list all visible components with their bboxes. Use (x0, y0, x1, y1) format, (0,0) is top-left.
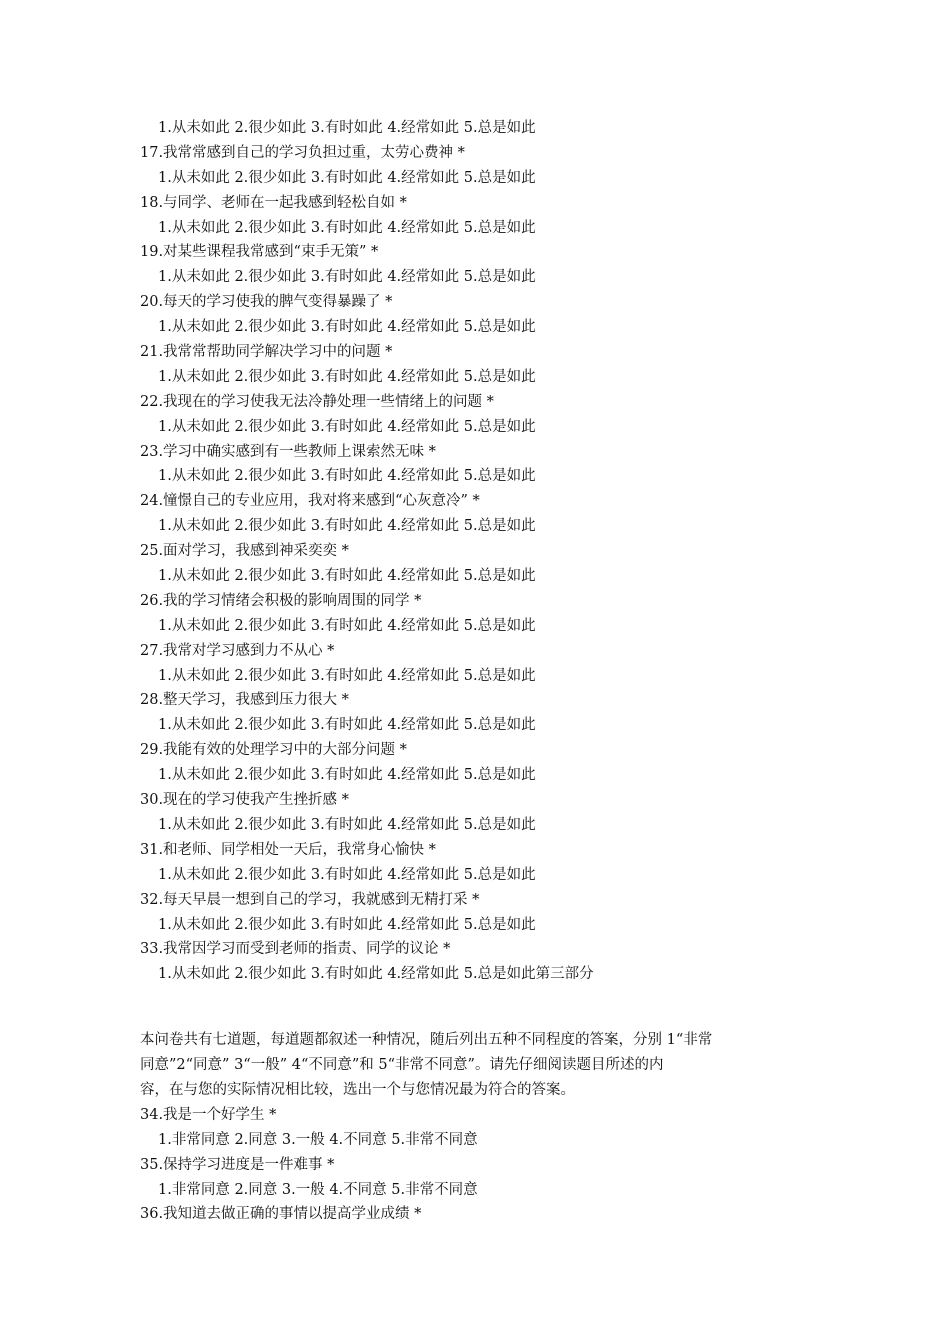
answer-options: 1.从未如此 2.很少如此 3.有时如此 4.经常如此 5.总是如此 (158, 368, 536, 385)
question-35: 35.保持学习进度是一件难事 * (140, 1156, 335, 1173)
answer-options: 1.从未如此 2.很少如此 3.有时如此 4.经常如此 5.总是如此 (158, 717, 536, 734)
question-27: 27.我常对学习感到力不从心 * (140, 642, 335, 659)
answer-options: 1.从未如此 2.很少如此 3.有时如此 4.经常如此 5.总是如此 (158, 916, 536, 933)
answer-options-last: 1.从未如此 2.很少如此 3.有时如此 4.经常如此 5.总是如此第三部分 (158, 966, 594, 983)
question-25: 25.面对学习，我感到神采奕奕 * (140, 543, 349, 560)
answer-options: 1.从未如此 2.很少如此 3.有时如此 4.经常如此 5.总是如此 (158, 468, 536, 485)
answer-options: 1.从未如此 2.很少如此 3.有时如此 4.经常如此 5.总是如此 (158, 767, 536, 784)
question-32: 32.每天早晨一想到自己的学习，我就感到无精打采 * (140, 891, 480, 908)
answer-options: 1.从未如此 2.很少如此 3.有时如此 4.经常如此 5.总是如此 (158, 667, 536, 684)
answer-options: 1.从未如此 2.很少如此 3.有时如此 4.经常如此 5.总是如此 (158, 816, 536, 833)
agree-options: 1.非常同意 2.同意 3.一般 4.不同意 5.非常不同意 (158, 1181, 478, 1198)
part3-instructions (140, 1028, 830, 1103)
question-18: 18.与同学、老师在一起我感到轻松自如 * (140, 194, 407, 211)
question-30: 30.现在的学习使我产生挫折感 * (140, 792, 349, 809)
question-36: 36.我知道去做正确的事情以提高学业成绩 * (140, 1206, 422, 1223)
answer-options: 1.从未如此 2.很少如此 3.有时如此 4.经常如此 5.总是如此 (158, 866, 536, 883)
question-28: 28.整天学习，我感到压力很大 * (140, 692, 349, 709)
answer-options: 1.从未如此 2.很少如此 3.有时如此 4.经常如此 5.总是如此 (158, 319, 536, 336)
answer-options: 1.从未如此 2.很少如此 3.有时如此 4.经常如此 5.总是如此 (158, 219, 536, 236)
answer-options: 1.从未如此 2.很少如此 3.有时如此 4.经常如此 5.总是如此 (158, 617, 536, 634)
question-20: 20.每天的学习使我的脾气变得暴躁了 * (140, 294, 393, 311)
question-29: 29.我能有效的处理学习中的大部分问题 * (140, 742, 407, 759)
instruction-line: 本问卷共有七道题，每道题都叙述一种情况，随后列出五种不同程度的答案，分别 1“非常 (140, 1032, 713, 1049)
answer-options: 1.从未如此 2.很少如此 3.有时如此 4.经常如此 5.总是如此 (158, 518, 536, 535)
question-26: 26.我的学习情绪会积极的影响周围的同学 * (140, 592, 422, 609)
question-31: 31.和老师、同学相处一天后，我常身心愉快 * (140, 841, 436, 858)
question-17: 17.我常常感到自己的学习负担过重，太劳心费神 * (140, 144, 465, 161)
answer-options: 1.从未如此 2.很少如此 3.有时如此 4.经常如此 5.总是如此 (158, 418, 536, 435)
section-gap (140, 987, 830, 1028)
answer-options: 1.从未如此 2.很少如此 3.有时如此 4.经常如此 5.总是如此 (158, 169, 536, 186)
question-22: 22.我现在的学习使我无法冷静处理一些情绪上的问题 * (140, 393, 494, 410)
question-33: 33.我常因学习而受到老师的指责、同学的议论 * (140, 941, 451, 958)
answer-options: 1.从未如此 2.很少如此 3.有时如此 4.经常如此 5.总是如此 (158, 568, 536, 585)
instruction-line: 容，在与您的实际情况相比较，选出一个与您情况最为符合的答案。 (140, 1081, 575, 1098)
answer-options: 1.从未如此 2.很少如此 3.有时如此 4.经常如此 5.总是如此 (158, 269, 536, 286)
question-19: 19.对某些课程我常感到“束手无策” * (140, 244, 379, 261)
question-34: 34.我是一个好学生 * (140, 1106, 277, 1123)
instruction-line: 同意”2“同意” 3“一般” 4“不同意”和 5“非常不同意”。请先仔细阅读题目所述的内 (140, 1057, 664, 1074)
question-24: 24.憧憬自己的专业应用，我对将来感到“心灰意冷” * (140, 493, 480, 510)
question-21: 21.我常常帮助同学解决学习中的问题 * (140, 344, 393, 361)
question-23: 23.学习中确实感到有一些教师上课索然无味 * (140, 443, 436, 460)
agree-options: 1.非常同意 2.同意 3.一般 4.不同意 5.非常不同意 (158, 1131, 478, 1148)
answer-options: 1.从未如此 2.很少如此 3.有时如此 4.经常如此 5.总是如此 (158, 120, 536, 136)
questionnaire-page (140, 116, 830, 1227)
